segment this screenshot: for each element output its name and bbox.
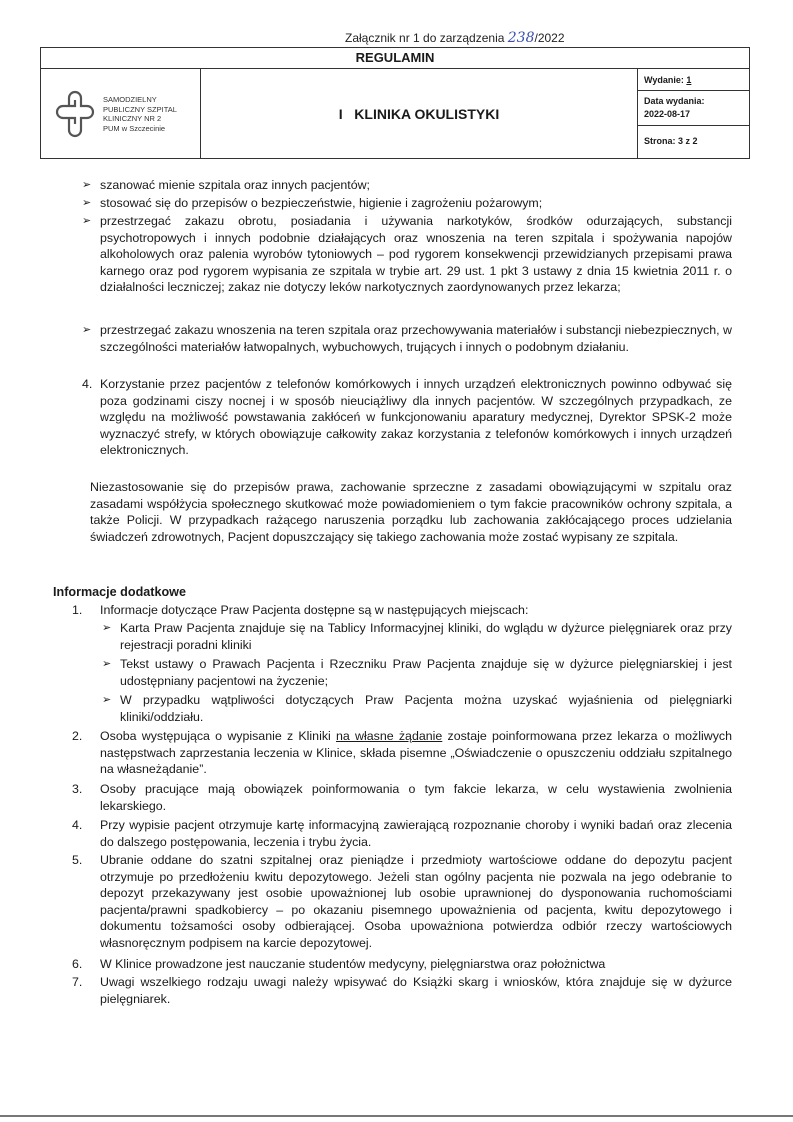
numbered-item: 4. Korzystanie przez pacjentów z telefonów komórkowych i innych urządzeń elektronicznych powinno odbywać się poza godzinami ciszy nocnej i w sposób nieuciążliwy dla innych pacjentów. W szczególnych przypadkach, ze względu na możliwość powstawania zakłóceń w funkcjonowaniu aparatury medycznej, Dyrektor SPSK-2 może wyznaczyć strefy, w których obowiązuje całkowity zakaz korzystania z telefonów komórkowych i innych urządzeń elektronicznych. bbox=[82, 377, 732, 458]
arrow-bullet-icon: ➢ bbox=[82, 324, 92, 336]
numbered-item: 6. W Klinice prowadzone jest nauczanie studentów medycyny, pielęgniarstwa oraz położnictwa bbox=[72, 957, 606, 971]
numbered-item: 1. Informacje dotyczące Praw Pacjenta dostępne są w następujących miejscach: bbox=[72, 603, 529, 617]
arrow-bullet-icon: ➢ bbox=[102, 622, 112, 634]
arrow-bullet-icon: ➢ bbox=[82, 179, 92, 191]
issue-date: Data wydania: 2022-08-17 bbox=[638, 91, 749, 126]
footer-divider bbox=[0, 1115, 793, 1117]
list-item: ➢ szanować mienie szpitala oraz innych pacjentów; bbox=[82, 178, 370, 192]
section-title: Informacje dodatkowe bbox=[53, 585, 186, 599]
hospital-name: SAMODZIELNY PUBLICZNY SZPITAL KLINICZNY NR 2 PUM w Szczecinie bbox=[103, 95, 177, 133]
list-item: ➢ przestrzegać zakazu obrotu, posiadania i używania narkotyków, środków odurzających, substancji psychotropowych i innych podobnie działających oraz wnoszenia na teren szpitala i spożywania napojów alkoholowych oraz palenia wyrobów tytoniowych – pod rygorem konsekwencji przewidzianych przepisami prawa karnego oraz pod rygorem wypisania ze szpitala w trybie art. 29 ust. 1 pkt 3 ustawy z dnia 15 kwietnia 2011 r. o działalności leczniczej; zakaz nie dotyczy leków narkotycznych zaordynowanych przez lekarza; bbox=[82, 214, 732, 295]
edition: Wydanie: 1 bbox=[638, 69, 749, 91]
list-item: ➢ Tekst ustawy o Prawach Pacjenta i Rzeczniku Praw Pacjenta znajduje się w dyżurce pielęgniarskiej i jest udostępniany pacjentowi na życzenie; bbox=[102, 657, 732, 688]
arrow-bullet-icon: ➢ bbox=[102, 658, 112, 670]
list-item: ➢ W przypadku wątpliwości dotyczących Praw Pacjenta można uzyskać wyjaśnienia od pielęgniarki kliniki/oddziału. bbox=[102, 693, 732, 724]
document-meta bbox=[637, 69, 749, 159]
handwritten-number: 238 bbox=[507, 30, 535, 46]
arrow-bullet-icon: ➢ bbox=[82, 197, 92, 209]
numbered-item: 4. Przy wypisie pacjent otrzymuje kartę informacyjną zawierającą rozpoznanie choroby i wyniki badań oraz zlecenia do dalszego postępowania, leczenia i trybu życia. bbox=[72, 818, 732, 849]
list-item: ➢ przestrzegać zakazu wnoszenia na teren szpitala oraz przechowywania materiałów i substancji niebezpiecznych, w szczególności materiałów łatwopalnych, wybuchowych, trujących i innych o podobnym działaniu. bbox=[82, 323, 732, 354]
list-item: ➢ stosować się do przepisów o bezpieczeństwie, higienie i zagrożeniu pożarowym; bbox=[82, 196, 543, 210]
paragraph: Niezastosowanie się do przepisów prawa, zachowanie sprzeczne z zasadami obowiązującymi w szpitalu oraz zasadami współżycia społecznego skutkować może powiadomieniem o tym fakcie pracowników ochrony szpitala, a także Policji. W przypadkach rażącego naruszenia porządku lub zachowania zakłócającego proces udzielania świadczeń zdrowotnych, Pacjent dopuszczający się takiego zachowania może zostać wypisany ze szpitala. bbox=[90, 480, 732, 544]
header-title: REGULAMIN bbox=[41, 48, 749, 69]
numbered-item: 3. Osoby pracujące mają obowiązek poinformowania o tym fakcie lekarza, w celu wystawienia zwolnienia lekarskiego. bbox=[72, 782, 732, 813]
arrow-bullet-icon: ➢ bbox=[82, 215, 92, 227]
hospital-cross-logo-icon bbox=[55, 90, 97, 138]
document-header-table bbox=[40, 47, 750, 159]
list-item: ➢ Karta Praw Pacjenta znajduje się na Tablicy Informacyjnej kliniki, do wglądu w dyżurce pielęgniarek oraz przy rejestracji poradni kliniki bbox=[102, 621, 732, 652]
attachment-note: Załącznik nr 1 do zarządzenia 238/2022 bbox=[345, 30, 565, 46]
numbered-item: 2. Osoba występująca o wypisanie z Kliniki na własne żądanie zostaje poinformowana przez lekarza o możliwych następstwach zaprzestania leczenia w Klinice, składa pisemne „Oświadczenie o opuszczeniu oddziału szpitalnego na własneżądanie”. bbox=[72, 729, 732, 777]
hospital-logo bbox=[41, 69, 201, 159]
numbered-item: 5. Ubranie oddane do szatni szpitalnej oraz pieniądze i przedmioty wartościowe oddane do depozytu pacjent otrzymuje po przedłożeniu kwitu depozytowego. Jeżeli stan ogólny pacjenta nie pozwala na jego odebranie to depozyt przekazywany jest osobie upoważnionej lub osobie uprawnionej do dysponowania ruchomościami pacjenta/prawni spadkobiercy – po okazaniu pisemnego upoważnienia od pacjenta, kwitu depozytowego i dokumentu tożsamości osoby odbierającej. Osoba upoważniona potwierdza odbiór rzeczy wartościowych własnoręcznym podpisem na karcie depozytowej. bbox=[72, 853, 732, 950]
arrow-bullet-icon: ➢ bbox=[102, 694, 112, 706]
page-number: Strona: 3 z 2 bbox=[644, 136, 698, 146]
unit-name: I KLINIKA OKULISTYKI bbox=[338, 106, 500, 122]
numbered-item: 7. Uwagi wszelkiego rodzaju uwagi należy wpisywać do Książki skarg i wniosków, która znajduje się w dyżurce pielęgniarek. bbox=[72, 975, 732, 1006]
